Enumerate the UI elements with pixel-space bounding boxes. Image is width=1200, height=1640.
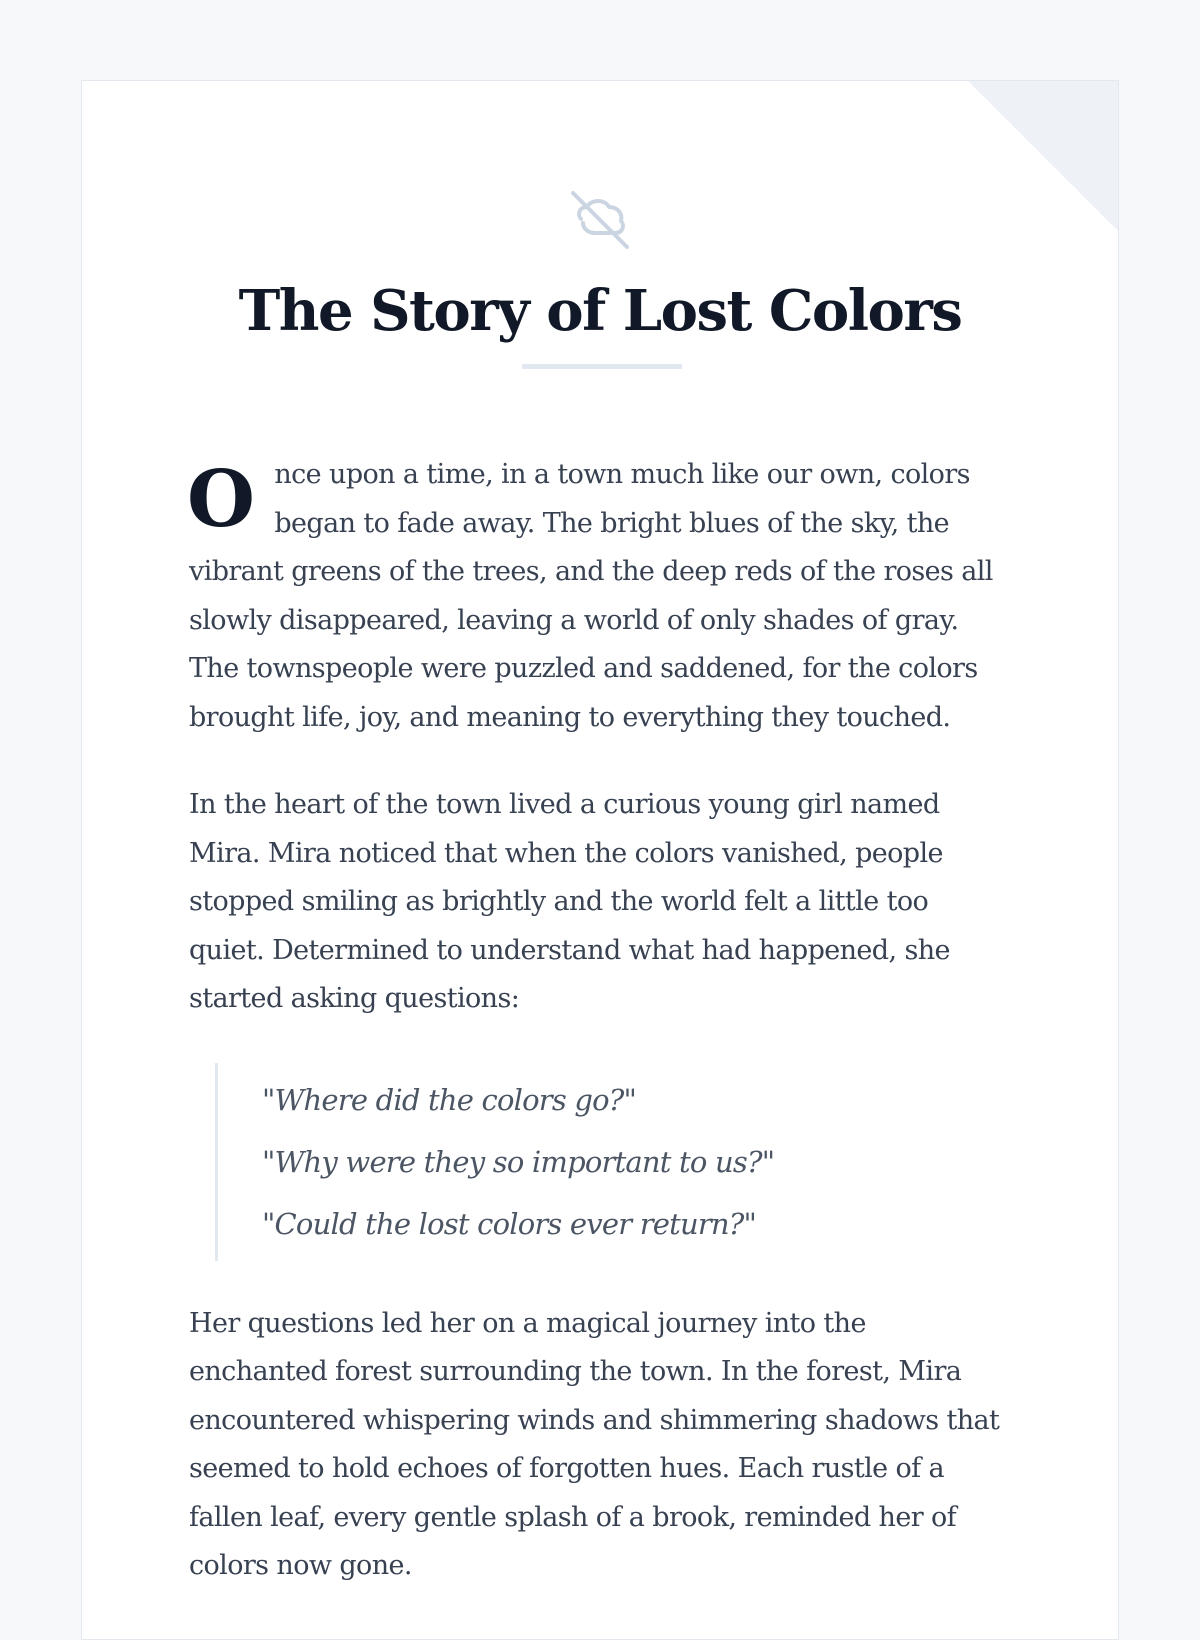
page-corner-fold — [968, 81, 1118, 231]
questions-blockquote — [215, 1063, 1009, 1261]
question-3: "Could the lost colors ever return?" — [262, 1206, 757, 1241]
cloud-off-icon — [569, 189, 631, 251]
title-underline — [522, 364, 682, 369]
drop-cap: O — [187, 454, 255, 545]
question-1: "Where did the colors go?" — [262, 1082, 637, 1117]
question-2: "Why were they so important to us?" — [262, 1144, 775, 1179]
paragraph-2: In the heart of the town lived a curious young girl named Mira. Mira noticed that when the colors vanished, people stopped smiling as brightly and the world felt a little too quiet. Determined to understand what had happened, she started asking questions: — [189, 789, 950, 1014]
story-card — [81, 80, 1119, 1640]
story-body — [189, 451, 1009, 1630]
paragraph-1-text: nce upon a time, in a town much like our own, colors began to fade away. The bright blues of the sky, the vibrant greens of the trees, and the deep reds of the roses all slowly disappeared, leaving a world of only shades of gray. The townspeople were puzzled and saddened, for the colors brought life, joy, and meaning to everything they touched. — [189, 459, 993, 733]
paragraph-1 — [189, 451, 1009, 742]
story-title: The Story of Lost Colors — [238, 278, 962, 344]
paragraph-3: Her questions led her on a magical journey into the enchanted forest surrounding the town. In the forest, Mira encountered whispering winds and shimmering shadows that seemed to hold echoes of forgotten hues. Each rustle of a fallen leaf, every gentle splash of a brook, reminded her of colors now gone. — [189, 1307, 1000, 1581]
